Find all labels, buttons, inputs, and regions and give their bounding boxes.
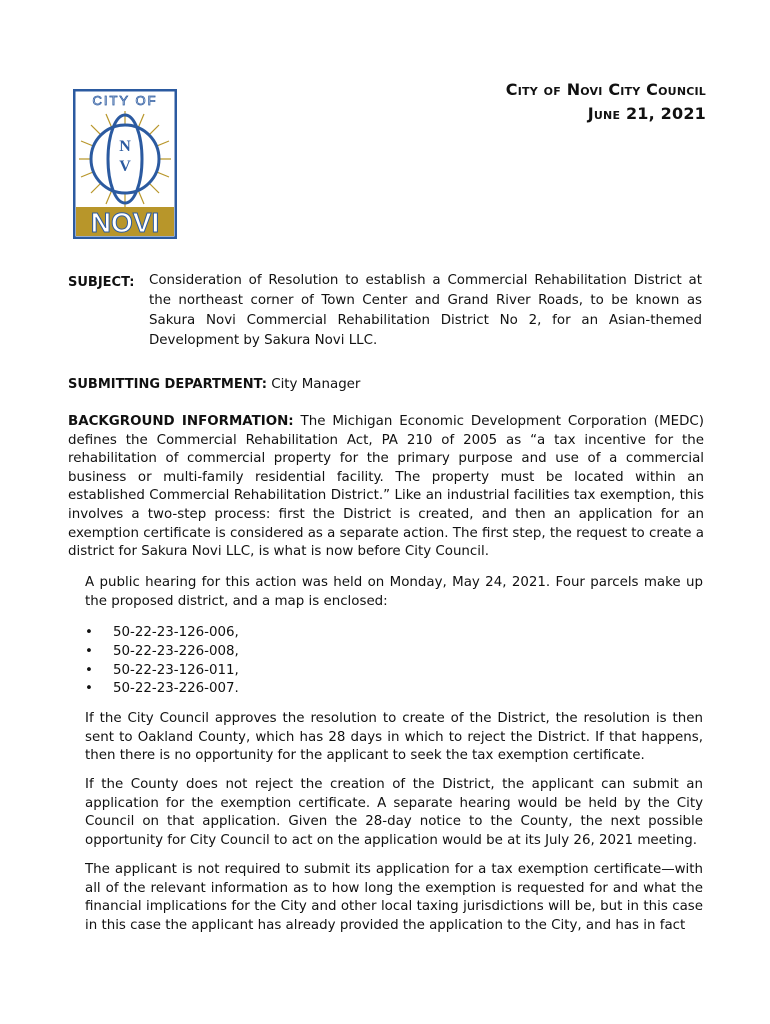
svg-text:NOVI: NOVI <box>90 207 160 238</box>
background-paragraph-1 <box>68 413 704 562</box>
background-paragraph-2: A public hearing for this action was held on Monday, May 24, 2021. Four parcels make up the proposed district, and a map is enclosed: <box>85 575 703 609</box>
council-header-title: City of Novi City Council <box>505 80 706 99</box>
background-paragraph-5: The applicant is not required to submit its application for a tax exemption certificate—with all of the relevant information as to how long the exemption is requested for and what the financial implications for the City and other local taxing jurisdictions will be, but in this case in this case the applicant has already provided the application to the City, and has in fact <box>85 862 703 933</box>
subject-text: Consideration of Resolution to establish a Commercial Rehabilitation District at the northeast corner of Town Center and Grand River Roads, to be known as Sakura Novi Commercial Rehabilitation District No 2, for an Asian-themed Development by Sakura Novi LLC. <box>149 273 702 348</box>
list-item: • 50-22-23-226-007. <box>85 681 239 697</box>
background-paragraph-3: If the City Council approves the resolution to create of the District, the resolution is then sent to Oakland County, which has 28 days in which to reject the District. If that happens, then there is no opportunity for the applicant to seek the tax exemption certificate. <box>85 711 703 764</box>
subject-label: SUBJECT: <box>68 275 135 290</box>
list-item: • 50-22-23-226-008, <box>85 643 239 659</box>
department-label: SUBMITTING DEPARTMENT: <box>68 377 267 392</box>
meeting-date: June 21, 2021 <box>587 104 706 123</box>
department-value: City Manager <box>271 377 361 392</box>
city-of-novi-logo <box>73 89 177 239</box>
list-item: • 50-22-23-126-006, <box>85 625 239 640</box>
background-label: BACKGROUND INFORMATION: <box>68 414 294 429</box>
background-text-1: The Michigan Economic Development Corporation (MEDC) defines the Commercial Rehabilitation Act, PA 210 of 2005 as “a tax incentive for the rehabilitation of commercial property for the primary purpose and use of a commercial business or multi-family residential facility. The property must be located within an established Commercial Rehabilitation District.” Like an industrial facilities tax exemption, this involves a two-step process: first the District is created, and then an application for an exemption certificate is considered as a separate action. The first step, the request to create a district for Sakura Novi LLC, is what is now before City Council. <box>68 414 704 560</box>
submitting-department <box>68 377 360 392</box>
parcel-list <box>85 624 239 699</box>
svg-text:V: V <box>119 158 131 175</box>
svg-text:CITY OF: CITY OF <box>92 93 158 108</box>
list-item: • 50-22-23-126-011, <box>85 662 239 678</box>
background-paragraph-4: If the County does not reject the creation of the District, the applicant can submit an application for the exemption certificate. A separate hearing would be held by the City Council on that application. Given the 28-day notice to the County, the next possible opportunity for City Council to act on the application would be at its July 26, 2021 meeting. <box>85 777 703 848</box>
svg-text:N: N <box>119 138 131 155</box>
